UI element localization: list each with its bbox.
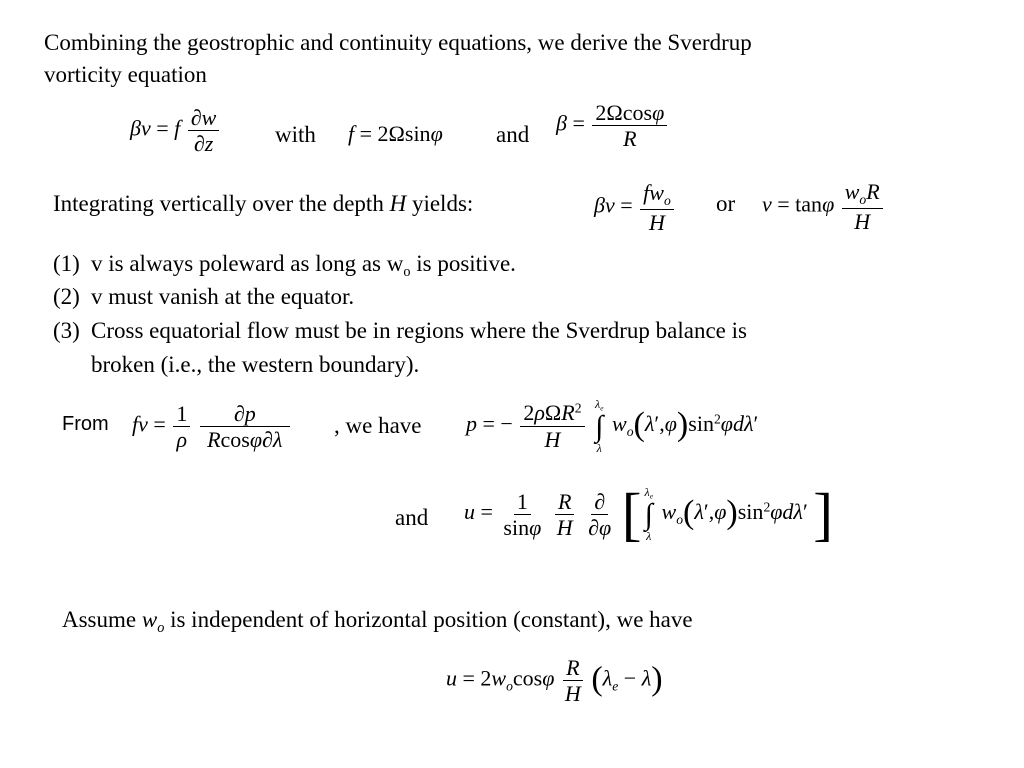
d-dphi-fraction: $\frac{\partial}{\partial\varphi}$ xyxy=(588,488,612,540)
one-over-rho-fraction: $\frac{1}{\rho}$ xyxy=(173,402,190,451)
word-we-have: , we have xyxy=(334,413,422,438)
assume-var: w xyxy=(141,607,158,632)
list-text-3b: broken (i.e., the western boundary). xyxy=(91,352,420,377)
list-text-3a: Cross equatorial flow must be in regions where the Sverdrup balance is xyxy=(91,318,747,343)
list-text-1b: is positive. xyxy=(410,251,516,276)
assume-pre: Assume xyxy=(62,607,142,632)
pressure-equation: p = − $\frac{2\rho\Omega R^2}{H}$ $\lambda_e$ ∫ λ $w_o(\lambda',\varphi)\sin^2\varphi d\lambda'$ xyxy=(466,397,759,456)
word-and-2: and xyxy=(395,505,429,530)
coriolis-equation: f = 2Ωsinφ xyxy=(348,121,443,146)
list-text-1a: v is always poleward as long as w xyxy=(91,251,404,276)
depth-variable: H xyxy=(389,191,407,216)
list-text-1-sub: o xyxy=(403,263,411,280)
word-from: From xyxy=(62,413,109,435)
list-number-2: (2) xyxy=(53,284,80,309)
one-over-sin-fraction: $\frac{1}{\sin\varphi}$ xyxy=(503,488,542,540)
integrating-pre: Integrating vertically over the depth xyxy=(53,191,390,216)
list-number-1: (1) xyxy=(53,251,80,276)
word-with: with xyxy=(275,122,316,147)
list-number-3: (3) xyxy=(53,318,80,343)
r-over-h-fraction: $\frac{R}{H}$ xyxy=(556,488,573,540)
beta-equation: β = $\frac{2\Omega\cos\varphi}{R}$ xyxy=(556,101,669,150)
dw-dz-fraction: $\frac{\partial w}{\partial z}$ xyxy=(188,106,220,155)
word-and-1: and xyxy=(496,122,530,147)
integrating-post: yields: xyxy=(406,191,474,216)
geostrophic-equation: fv = $\frac{1}{\rho}$ $\frac{\partial p}{Rcos\varphi\partial\lambda}$ xyxy=(132,402,292,451)
integrating-text xyxy=(53,187,473,220)
word-or: or xyxy=(716,191,736,216)
zonal-velocity-equation: u = $\frac{1}{\sin\varphi}$ $\frac{R}{H}$ $\frac{\partial}{\partial\varphi}$ [ $\lambda_e$ ∫ λ $w_o(\lambda',\varphi)\sin^2\varphi d\lambda'$ ] xyxy=(464,481,834,547)
integral-sign-2: $\lambda_e$ ∫ λ xyxy=(644,485,654,544)
assume-text xyxy=(62,603,693,645)
meridional-velocity-equation: v = tanφ $\frac{w_oR}{H}$ xyxy=(762,180,885,233)
assume-post: is independent of horizontal position (constant), we have xyxy=(164,607,693,632)
pressure-gradient-fraction: $\frac{\partial p}{Rcos\varphi\partial\lambda}$ xyxy=(200,402,290,451)
intro-line-1: Combining the geostrophic and continuity equations, we derive the Sverdrup xyxy=(44,30,752,55)
sverdrup-equation: βv = f $\frac{\partial w}{\partial z}$ xyxy=(130,106,221,155)
final-r-over-h-fraction: $\frac{R}{H}$ xyxy=(564,655,581,707)
beta-fraction: $\frac{2\Omega\cos\varphi}{R}$ xyxy=(592,101,667,150)
assume-sub: o xyxy=(157,619,165,636)
integrated-equation: βv = $\frac{fw_o}{H}$ xyxy=(594,181,676,234)
final-zonal-velocity-equation: $u = 2w_o\cos\varphi$ $\frac{R}{H}$ $(\lambda_e - \lambda)$ xyxy=(446,655,663,707)
wor-over-h-fraction: $\frac{w_oR}{H}$ xyxy=(842,180,883,233)
intro-line-2: vorticity equation xyxy=(44,62,207,87)
integral-sign: $\lambda_e$ ∫ λ xyxy=(595,397,604,456)
list-text-2: v must vanish at the equator. xyxy=(91,284,355,309)
pressure-coefficient-fraction: $\frac{2\rho\Omega R^2}{H}$ xyxy=(520,401,584,450)
fwo-over-h-fraction: $\frac{fw_o}{H}$ xyxy=(640,181,674,234)
